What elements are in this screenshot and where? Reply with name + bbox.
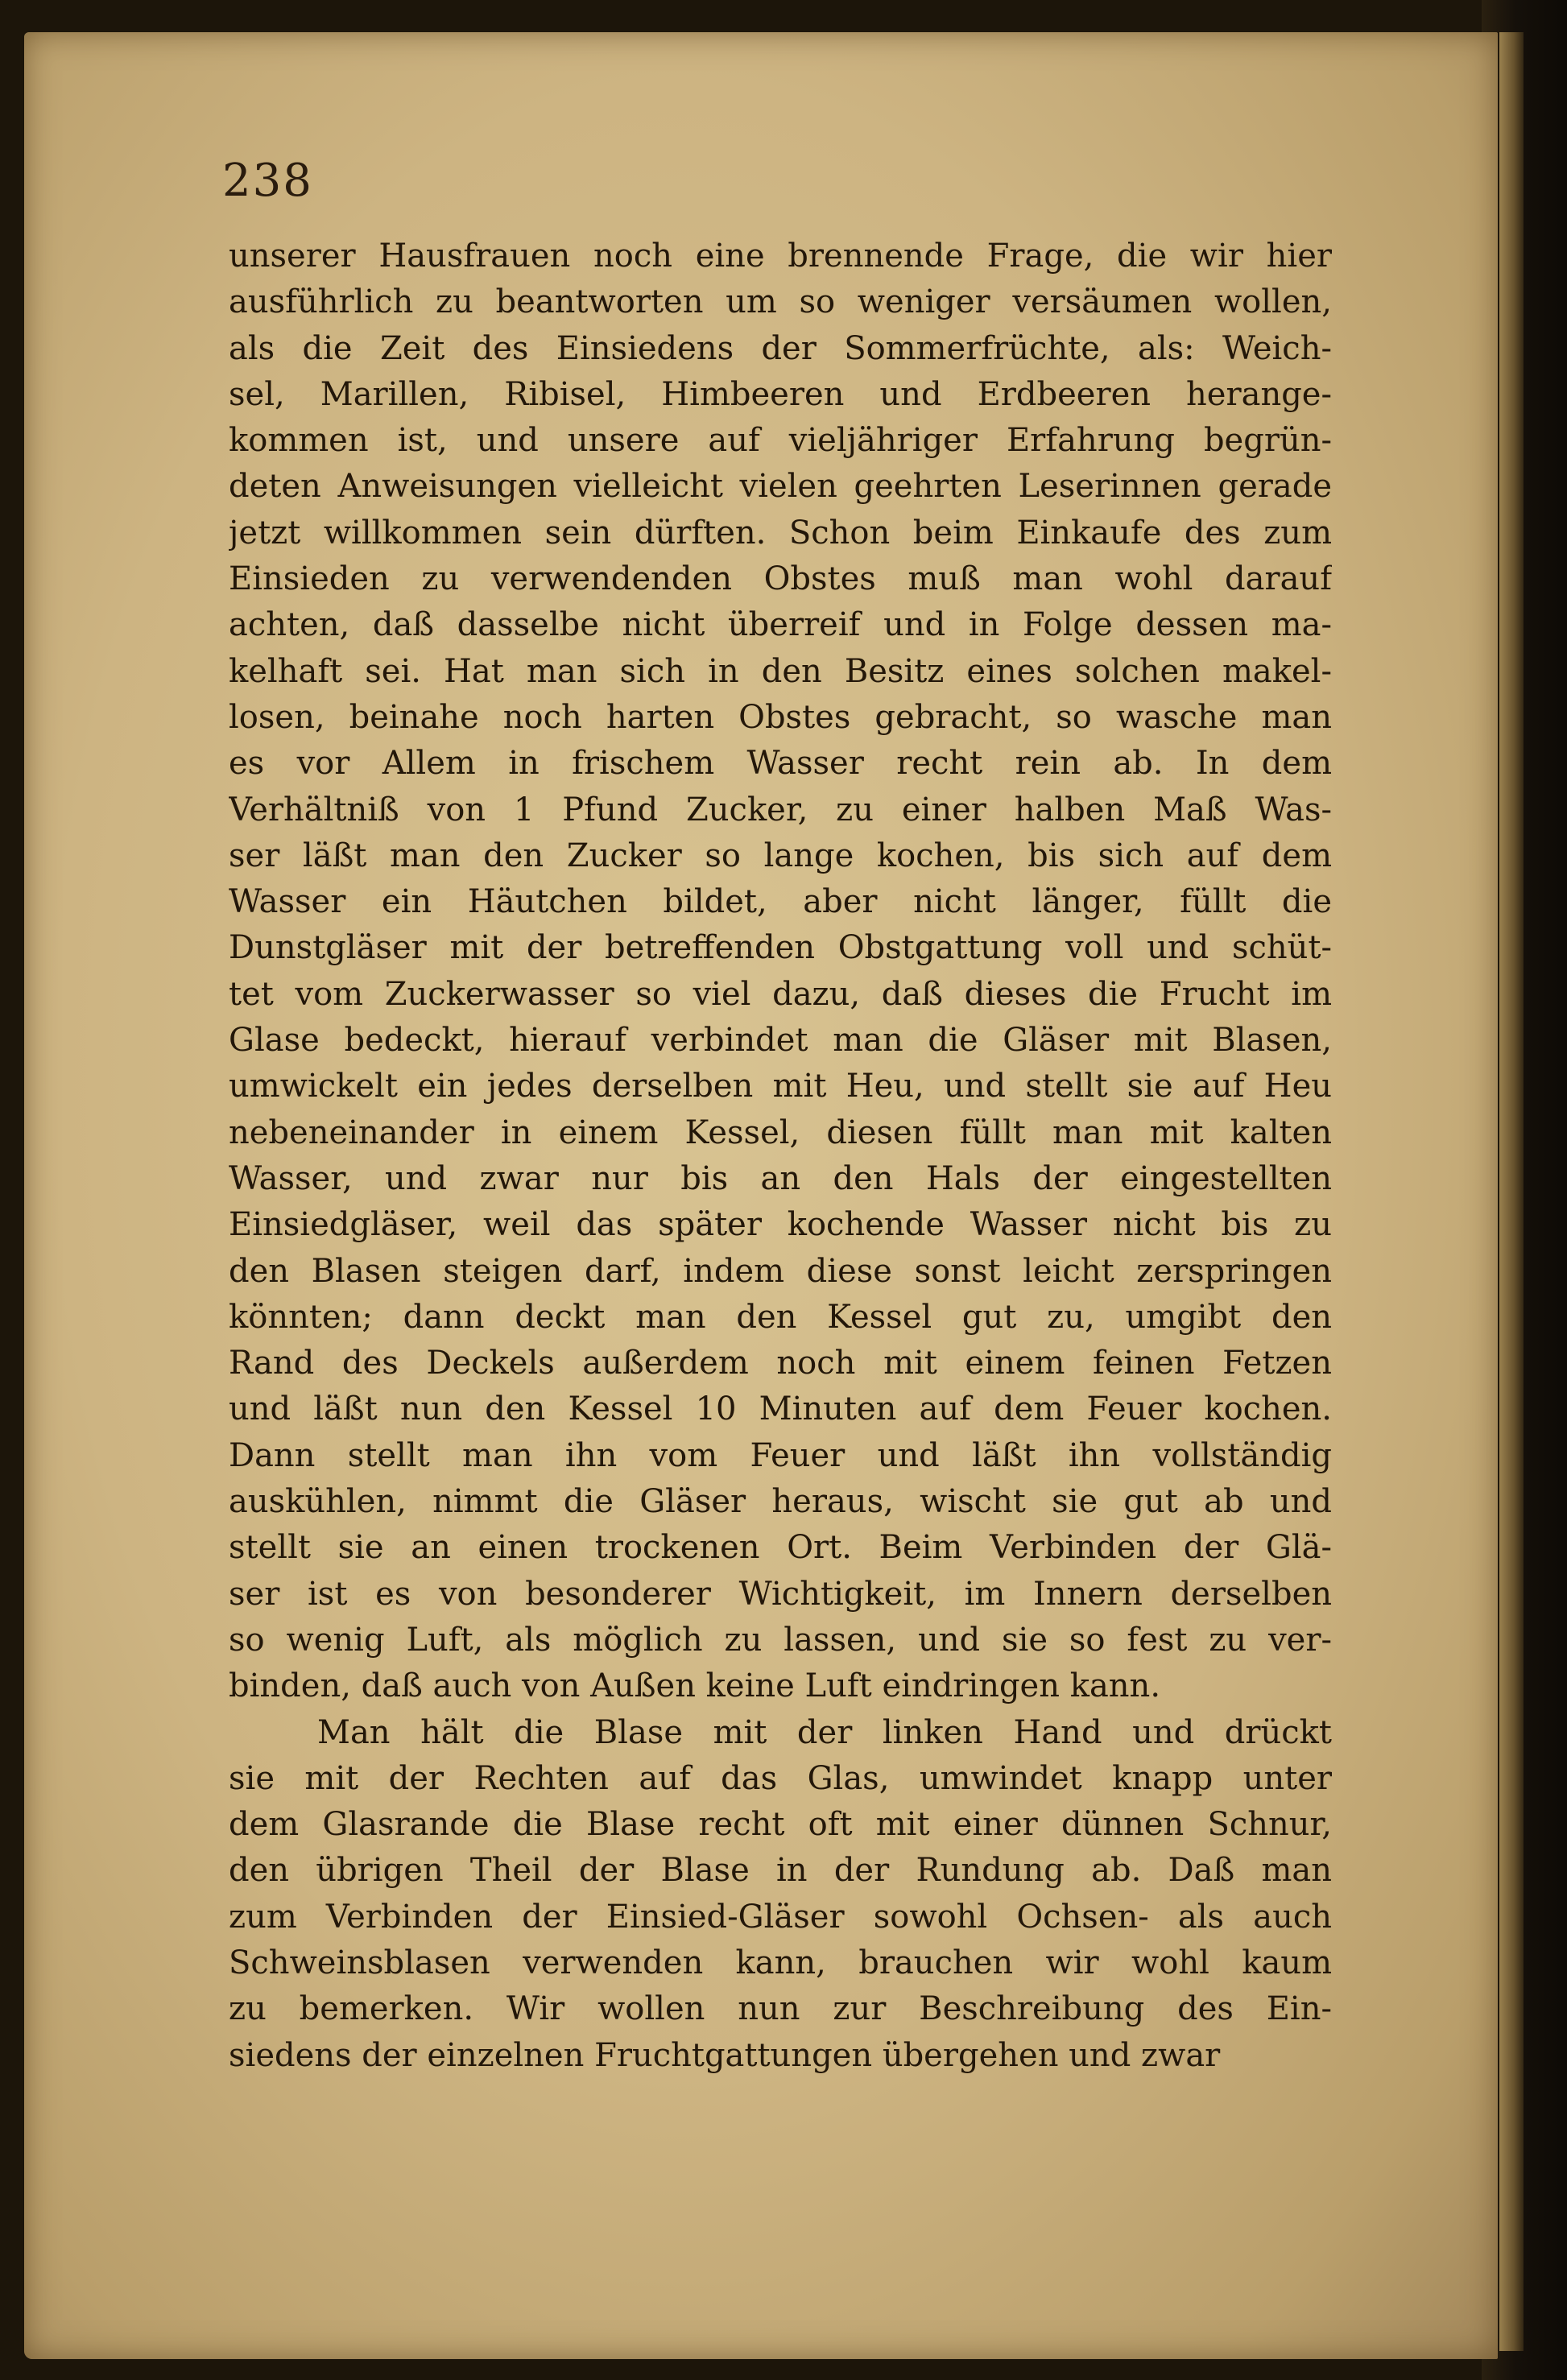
text-line: losen, beinahe noch harten Obstes gebracht, so wasche man [229, 698, 1332, 736]
text-line: ausführlich zu beantworten um so weniger versäumen wollen, [229, 283, 1332, 321]
text-line: den Blasen steigen darf, indem diese sonst leicht zerspringen [229, 1252, 1332, 1290]
text-line: Verhältniß von 1 Pfund Zucker, zu einer halben Maß Was- [229, 791, 1332, 828]
text-line: Man hält die Blase mit der linken Hand und drückt [317, 1713, 1332, 1751]
page-number: 238 [222, 155, 313, 207]
text-line: Wasser ein Häutchen bildet, aber nicht länger, füllt die [229, 883, 1332, 921]
text-line: Wasser, und zwar nur bis an den Hals der eingestellten [229, 1159, 1332, 1197]
text-line: nebeneinander in einem Kessel, diesen füllt man mit kalten [229, 1114, 1332, 1151]
text-line: Rand des Deckels außerdem noch mit einem feinen Fetzen [229, 1345, 1332, 1382]
text-line: kelhaft sei. Hat man sich in den Besitz eines solchen makel- [229, 652, 1332, 690]
text-line: den übrigen Theil der Blase in der Rundung ab. Daß man [229, 1852, 1332, 1890]
text-line: es vor Allem in frischem Wasser recht rein ab. In dem [229, 745, 1332, 783]
text-line: dem Glasrande die Blase recht oft mit einer dünnen Schnur, [229, 1806, 1332, 1844]
text-line: siedens der einzelnen Fruchtgattungen übergehen und zwar [229, 2036, 1221, 2074]
text-line: stellt sie an einen trockenen Ort. Beim Verbinden der Glä- [229, 1529, 1332, 1567]
text-line: sie mit der Rechten auf das Glas, umwindet knapp unter [229, 1759, 1332, 1797]
text-line: auskühlen, nimmt die Gläser heraus, wischt sie gut ab und [229, 1483, 1332, 1521]
text-line: Dann stellt man ihn vom Feuer und läßt ihn vollständig [229, 1436, 1332, 1474]
text-line: ser läßt man den Zucker so lange kochen, bis sich auf dem [229, 837, 1332, 874]
text-line: binden, daß auch von Außen keine Luft eindringen kann. [229, 1667, 1161, 1705]
text-line: Dunstgläser mit der betreffenden Obstgattung voll und schüt- [229, 929, 1332, 967]
text-line: als die Zeit des Einsiedens der Sommerfrüchte, als: Weich- [229, 329, 1332, 367]
page-text [229, 233, 1332, 2079]
text-line: und läßt nun den Kessel 10 Minuten auf dem Feuer kochen. [229, 1390, 1332, 1428]
text-line: könnten; dann deckt man den Kessel gut zu, umgibt den [229, 1298, 1332, 1336]
text-line: Einsiedgläser, weil das später kochende Wasser nicht bis zu [229, 1206, 1332, 1244]
text-line: zum Verbinden der Einsied-Gläser sowohl Ochsen- als auch [229, 1898, 1332, 1936]
text-line: achten, daß dasselbe nicht überreif und in Folge dessen ma- [229, 606, 1332, 644]
text-line: unserer Hausfrauen noch eine brennende Frage, die wir hier [229, 238, 1332, 275]
text-line: Einsieden zu verwendenden Obstes muß man wohl darauf [229, 560, 1332, 598]
text-line: Schweinsblasen verwenden kann, brauchen wir wohl kaum [229, 1944, 1332, 1981]
text-line: tet vom Zuckerwasser so viel dazu, daß dieses die Frucht im [229, 975, 1332, 1013]
page-edge [1499, 32, 1524, 2351]
text-line: ser ist es von besonderer Wichtigkeit, im Innern derselben [229, 1575, 1332, 1613]
text-line: umwickelt ein jedes derselben mit Heu, und stellt sie auf Heu [229, 1068, 1332, 1105]
text-line: jetzt willkommen sein dürften. Schon beim Einkaufe des zum [229, 514, 1332, 552]
text-line: zu bemerken. Wir wollen nun zur Beschreibung des Ein- [229, 1990, 1332, 2028]
text-line: sel, Marillen, Ribisel, Himbeeren und Erdbeeren herange- [229, 375, 1332, 413]
text-line: kommen ist, und unsere auf vieljähriger Erfahrung begrün- [229, 422, 1332, 460]
text-line: deten Anweisungen vielleicht vielen geehrten Leserinnen gerade [229, 468, 1332, 506]
text-line: Glase bedeckt, hierauf verbindet man die Gläser mit Blasen, [229, 1022, 1332, 1060]
text-line: so wenig Luft, als möglich zu lassen, und sie so fest zu ver- [229, 1621, 1332, 1659]
